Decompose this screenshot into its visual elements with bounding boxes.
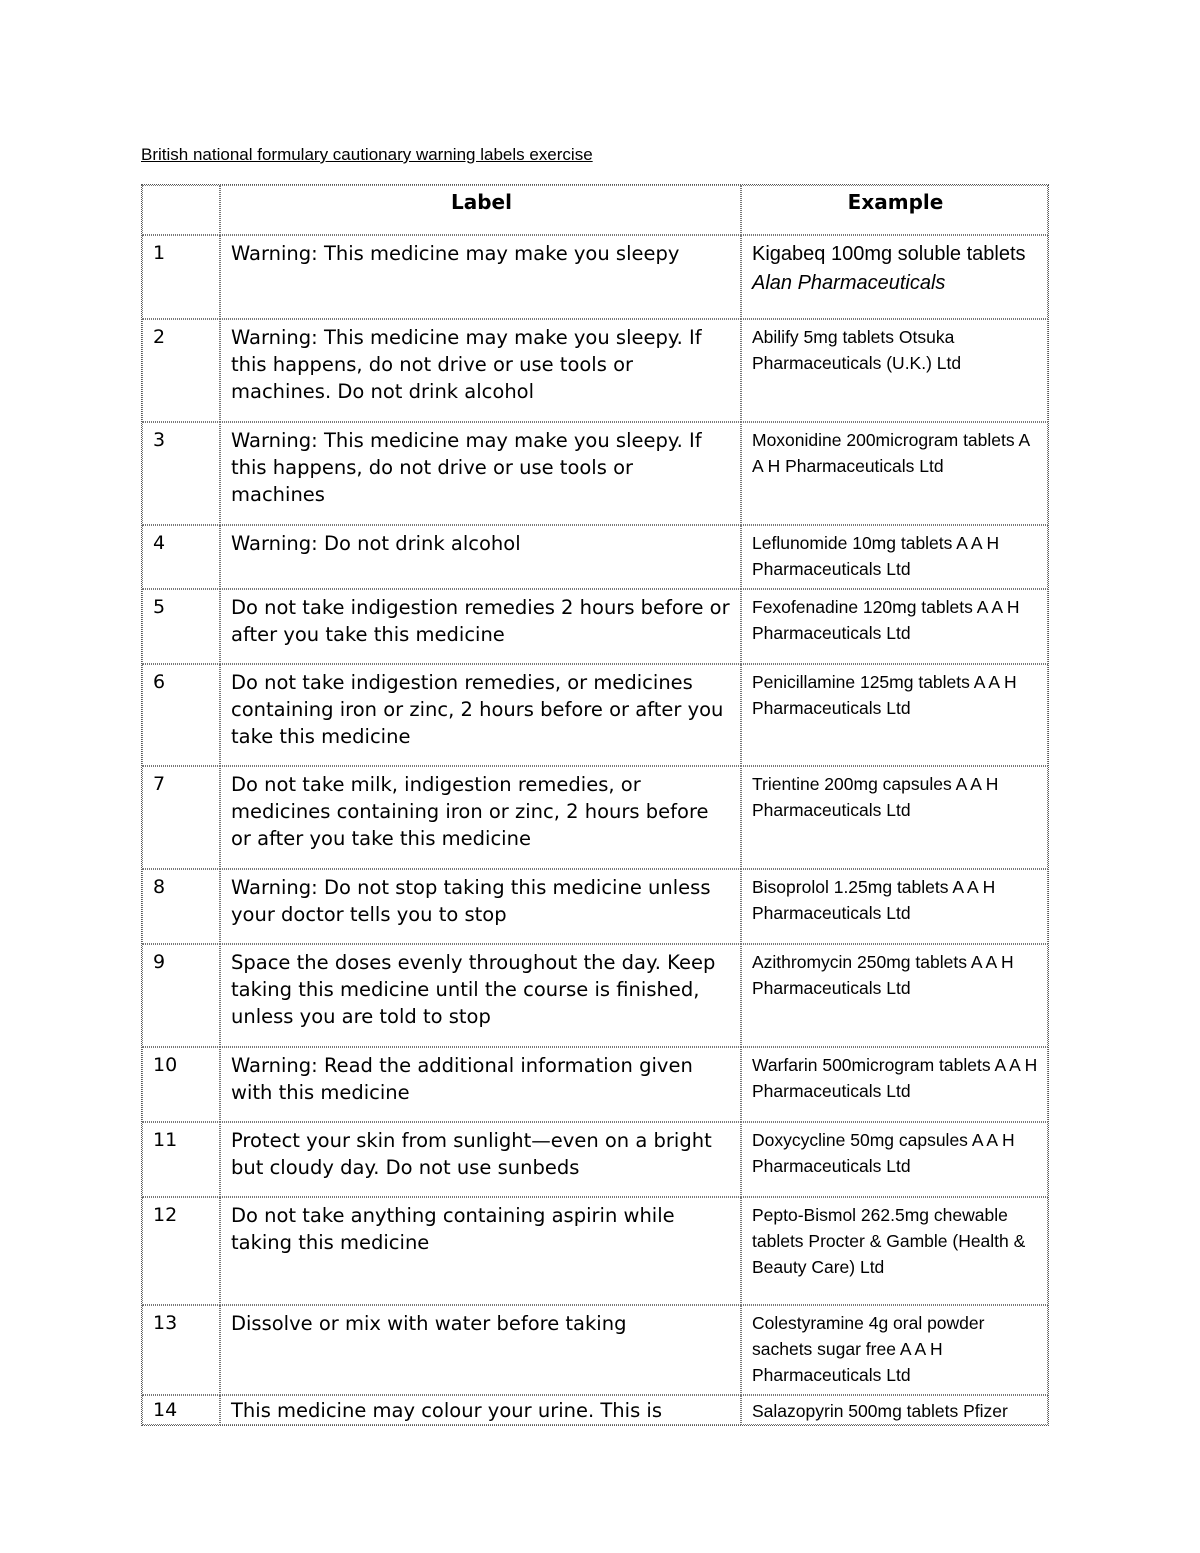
row-number: 4: [142, 525, 220, 589]
row-number: 5: [142, 589, 220, 664]
header-example: Example: [741, 185, 1048, 235]
table-row: [142, 1305, 1048, 1395]
row-label: Warning: Do not stop taking this medicine unless your doctor tells you to stop: [220, 869, 741, 944]
row-number: 6: [142, 664, 220, 766]
table-row: [142, 1122, 1048, 1197]
row-example: Leflunomide 10mg tablets A A H Pharmaceuticals Ltd: [741, 525, 1048, 589]
table-row: [142, 1395, 1048, 1425]
row-label: Warning: This medicine may make you sleepy: [220, 235, 741, 319]
row-number: 12: [142, 1197, 220, 1305]
row-label: Dissolve or mix with water before taking: [220, 1305, 741, 1395]
row-number: 3: [142, 422, 220, 525]
header-label: Label: [220, 185, 741, 235]
row-example: Colestyramine 4g oral powder sachets sugar free A A H Pharmaceuticals Ltd: [741, 1305, 1048, 1395]
table-row: [142, 869, 1048, 944]
row-example: Penicillamine 125mg tablets A A H Pharmaceuticals Ltd: [741, 664, 1048, 766]
row-label: This medicine may colour your urine. This is: [220, 1395, 741, 1425]
row-example: Salazopyrin 500mg tablets Pfizer: [741, 1395, 1048, 1425]
table-row: [142, 525, 1048, 589]
table-row: [142, 944, 1048, 1047]
example-product: Kigabeq 100mg soluble tablets: [752, 243, 1026, 265]
row-label: Space the doses evenly throughout the day. Keep taking this medicine until the course is finished, unless you are told to stop: [220, 944, 741, 1047]
row-number: 10: [142, 1047, 220, 1122]
table-row: [142, 235, 1048, 319]
table-row: [142, 1197, 1048, 1305]
row-label: Warning: This medicine may make you sleepy. If this happens, do not drive or use tools or machines. Do not drink alcohol: [220, 319, 741, 422]
row-label: Warning: Do not drink alcohol: [220, 525, 741, 589]
table-row: [142, 422, 1048, 525]
row-label: Do not take indigestion remedies, or medicines containing iron or zinc, 2 hours before or after you take this medicine: [220, 664, 741, 766]
row-number: 13: [142, 1305, 220, 1395]
row-example: Pepto-Bismol 262.5mg chewable tablets Procter & Gamble (Health & Beauty Care) Ltd: [741, 1197, 1048, 1305]
row-label: Protect your skin from sunlight—even on a bright but cloudy day. Do not use sunbeds: [220, 1122, 741, 1197]
warning-labels-table: [141, 184, 1049, 1426]
table-row: [142, 589, 1048, 664]
row-example: Azithromycin 250mg tablets A A H Pharmaceuticals Ltd: [741, 944, 1048, 1047]
table-row: [142, 1047, 1048, 1122]
row-number: 7: [142, 766, 220, 869]
table-header-row: [142, 185, 1048, 235]
row-example: Bisoprolol 1.25mg tablets A A H Pharmaceuticals Ltd: [741, 869, 1048, 944]
row-example: Doxycycline 50mg capsules A A H Pharmaceuticals Ltd: [741, 1122, 1048, 1197]
example-company: Alan Pharmaceuticals: [752, 272, 946, 294]
row-label: Warning: This medicine may make you sleepy. If this happens, do not drive or use tools or machines: [220, 422, 741, 525]
row-label: Do not take milk, indigestion remedies, or medicines containing iron or zinc, 2 hours before or after you take this medicine: [220, 766, 741, 869]
row-label: Do not take anything containing aspirin while taking this medicine: [220, 1197, 741, 1305]
row-number: 1: [142, 235, 220, 319]
row-example: Trientine 200mg capsules A A H Pharmaceuticals Ltd: [741, 766, 1048, 869]
header-number: [142, 185, 220, 235]
row-example: Moxonidine 200microgram tablets A A H Pharmaceuticals Ltd: [741, 422, 1048, 525]
row-number: 11: [142, 1122, 220, 1197]
row-number: 2: [142, 319, 220, 422]
row-example: Fexofenadine 120mg tablets A A H Pharmaceuticals Ltd: [741, 589, 1048, 664]
row-number: 8: [142, 869, 220, 944]
row-label: Do not take indigestion remedies 2 hours before or after you take this medicine: [220, 589, 741, 664]
table-row: [142, 766, 1048, 869]
row-example: Warfarin 500microgram tablets A A H Pharmaceuticals Ltd: [741, 1047, 1048, 1122]
table-row: [142, 319, 1048, 422]
page-title: British national formulary cautionary warning labels exercise: [141, 145, 593, 164]
row-number: 9: [142, 944, 220, 1047]
row-example: Abilify 5mg tablets Otsuka Pharmaceuticals (U.K.) Ltd: [741, 319, 1048, 422]
row-example: [741, 235, 1048, 319]
row-label: Warning: Read the additional information given with this medicine: [220, 1047, 741, 1122]
table-row: [142, 664, 1048, 766]
row-number: 14: [142, 1395, 220, 1425]
